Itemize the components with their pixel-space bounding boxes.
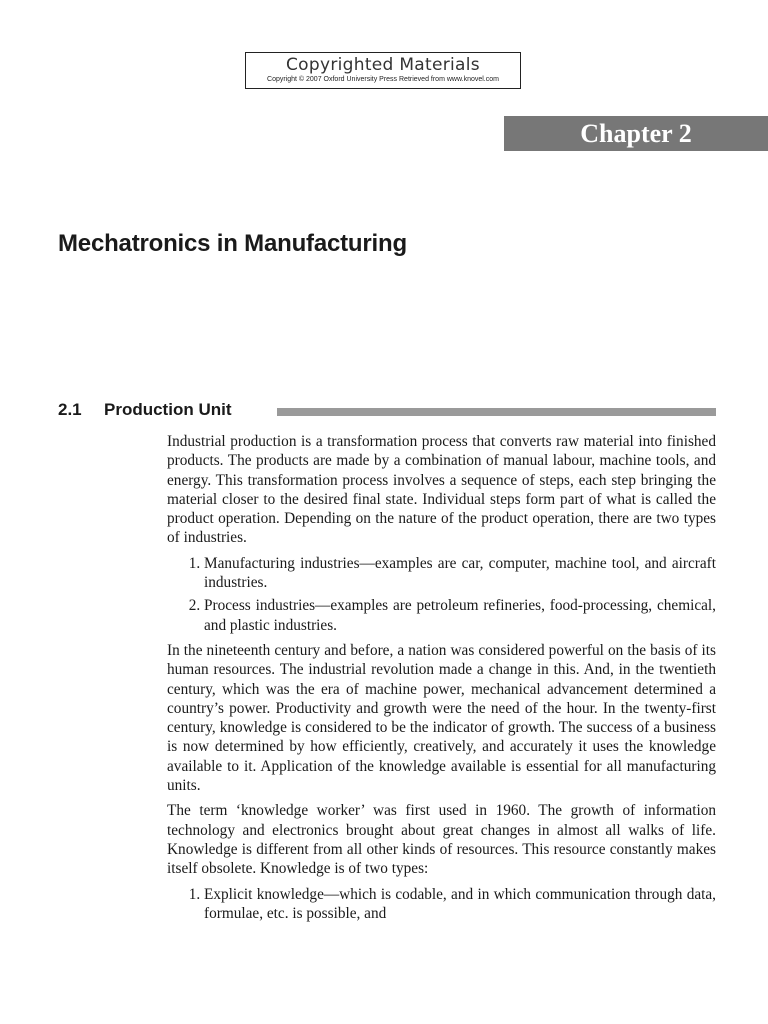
list-item: 1. Manufacturing industries—examples are car, computer, machine tool, and aircraft industries. xyxy=(204,554,716,593)
copyright-title: Copyrighted Materials xyxy=(286,55,480,75)
chapter-title: Mechatronics in Manufacturing xyxy=(58,230,407,257)
chapter-label: Chapter 2 xyxy=(504,116,768,151)
paragraph: The term ‘knowledge worker’ was first used in 1960. The growth of information technology and electronics brought about great changes in almost all walks of life. Knowledge is different from all other kinds of resources. This resource constantly makes itself obsolete. Knowledge is of two types: xyxy=(167,802,716,878)
section-number: 2.1 xyxy=(58,400,82,419)
copyright-notice xyxy=(245,52,521,89)
copyright-line: Copyright © 2007 Oxford University Press Retrieved from www.knovel.com xyxy=(267,76,499,83)
industry-types-list xyxy=(167,554,716,635)
body-text xyxy=(167,432,716,929)
section-title: Production Unit xyxy=(104,400,232,419)
list-item: 2. Process industries—examples are petroleum refineries, food-processing, chemical, and plastic industries. xyxy=(204,596,716,635)
knowledge-types-list xyxy=(167,885,716,924)
paragraph: Industrial production is a transformation process that converts raw material into finished products. The products are made by a combination of manual labour, machine tools, and energy. This transformation process involves a sequence of steps, each step bringing the material closer to the desired final state. Individual steps form part of what is called the product operation. Depending on the nature of the product operation, there are two types of industries. xyxy=(167,433,716,547)
section-heading xyxy=(58,400,716,422)
list-item: 1. Explicit knowledge—which is codable, and in which communication through data, formulae, etc. is possible, and xyxy=(204,885,716,924)
section-rule xyxy=(277,408,716,416)
paragraph: In the nineteenth century and before, a nation was considered powerful on the basis of its human resources. The industrial revolution made a change in this. And, in the twentieth century, which was the era of machine power, mechanical advancement determined a country’s power. Productivity and growth were the need of the hour. In the twenty-first century, knowledge is considered to be the indicator of growth. The success of a business is now determined by how efficiently, creatively, and accurately it uses the knowledge available to it. Application of the knowledge available is essential for all manufacturing units. xyxy=(167,641,716,795)
